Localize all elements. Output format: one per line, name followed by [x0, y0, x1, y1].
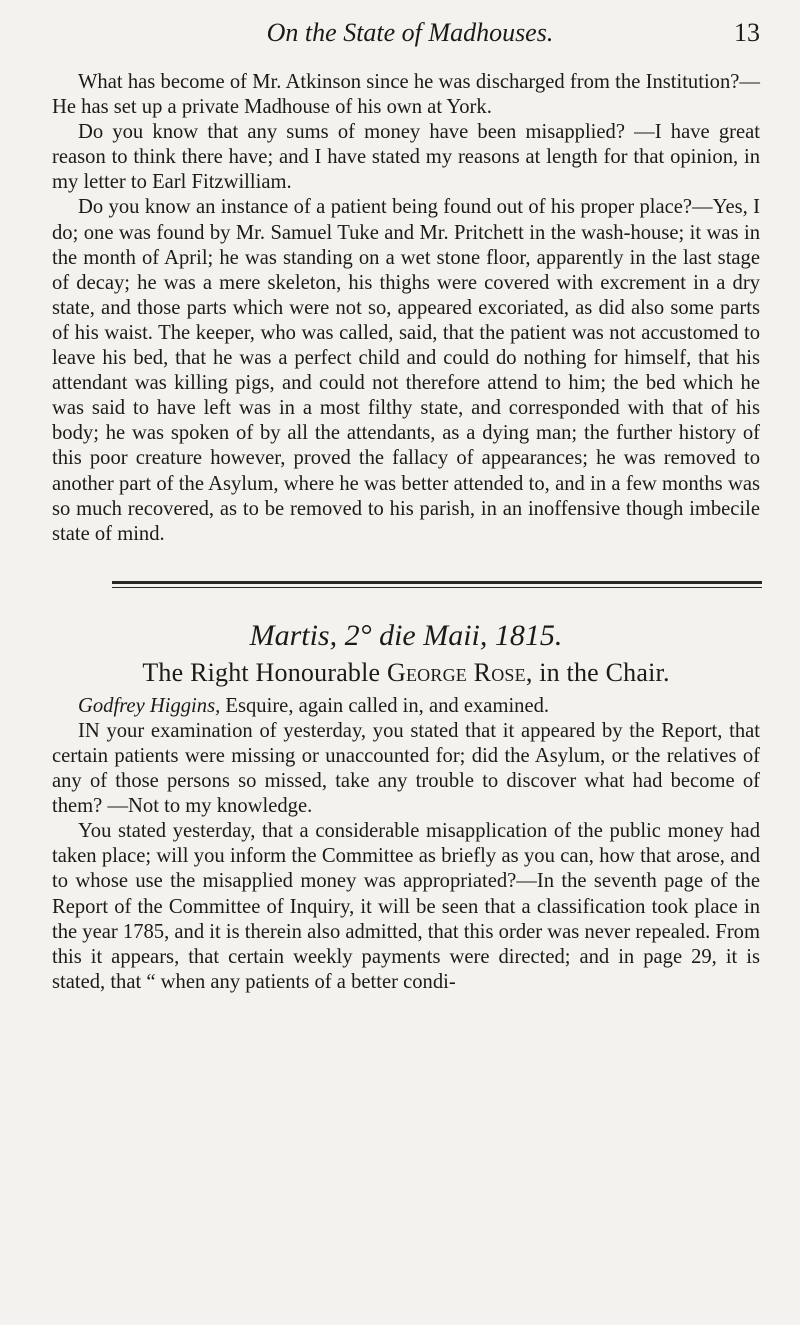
- page-number: 13: [734, 18, 760, 47]
- paragraph: What has become of Mr. Atkinson since he was discharged from the Institution?—He has set up a private Madhouse of his own at York.: [52, 71, 760, 119]
- paragraph: Do you know that any sums of money have been misapplied? —I have great reason to think there have; and I have stated my reasons at length for that opinion, in my letter to Earl Fitzwilliam.: [52, 121, 760, 194]
- witness-name: Godfrey Higgins,: [78, 694, 221, 717]
- divider-thick-rule: [112, 581, 762, 584]
- section-divider: [112, 581, 762, 588]
- witness-rest: Esquire, again called in, and examined.: [225, 694, 550, 717]
- running-title: On the State of Madhouses.: [266, 18, 554, 47]
- paragraph: You stated yesterday, that a considerable misapplication of the public money had taken place; will you inform the Committee as briefly as you can, how that arose, and to whose use the misapplied money was appropriated?—In the seventh page of the Report of the Committee of Inquiry, it will be seen that a classification took place in the year 1785, and it is therein also admitted, that this order was never repealed. From this it appears, that certain weekly payments were directed; and in page 29, it is stated, that “ when any patients of a better condi-: [52, 820, 760, 993]
- chair-line: [52, 658, 760, 688]
- paragraph: Do you know an instance of a patient being found out of his proper place?—Yes, I do; one was found by Mr. Samuel Tuke and Mr. Pritchett in the wash-house; it was in the month of April; he was standing on a wet stone floor, apparently in the last stage of decay; he was a mere skeleton, his thighs were covered with excrement in a dry state, and those parts which were not so, appeared excoriated, as did also some parts of his waist. The keeper, who was called, said, that the patient was not accustomed to leave his bed, that he was a perfect child and could do nothing for himself, that his attendant was killing pigs, and could not therefore attend to him; the bed which he was said to have left was in a most filthy state, and corresponded with that of his body; he was spoken of by all the attendants, as a dying man; the further history of this poor creature however, proved the fallacy of appearances; he was removed to another part of the Asylum, where he was better attended to, and in a few months was so much recovered, as to be removed to his parish, in an inoffensive though imbecile state of mind.: [52, 196, 760, 545]
- page-header: [60, 16, 760, 56]
- session-date: Martis, 2° die Maii, 1815.: [249, 618, 563, 652]
- chair-prefix: The Right Honourable: [142, 657, 381, 687]
- divider-thin-rule: [112, 587, 762, 588]
- chair-name: George Rose,: [387, 657, 533, 687]
- paragraph: IN your examination of yesterday, you stated that it appeared by the Report, that certain patients were missing or unaccounted for; did the Asylum, or the relatives of any of those persons so missed, take any trouble to discover what had become of them? —Not to my knowledge.: [52, 719, 760, 818]
- chair-suffix: in the Chair.: [539, 657, 670, 687]
- witness-line: [52, 694, 760, 719]
- body-text: [52, 70, 760, 995]
